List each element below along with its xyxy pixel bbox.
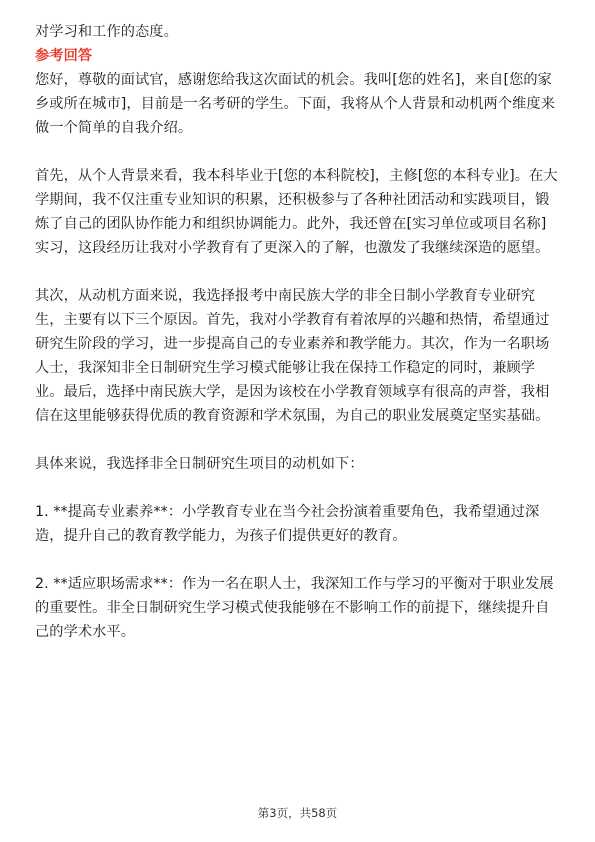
text-line: 2. **适应职场需求**：作为一名在职人士，我深知工作与学习的平衡对于职业发展	[35, 576, 554, 592]
paragraph-gap	[35, 548, 560, 572]
text-line: 乡或所在城市]，目前是一名考研的学生。下面，我将从个人背景和动机两个维度来	[35, 96, 555, 112]
paragraph	[35, 500, 560, 548]
paragraph-gap	[35, 428, 560, 452]
text-line: 首先，从个人背景来看，我本科毕业于[您的本科院校]，主修[您的本科专业]。在大	[35, 168, 558, 184]
text-line: 您好，尊敬的面试官，感谢您给我这次面试的机会。我叫[您的姓名]，来自[您的家	[35, 72, 552, 88]
intro-line: 对学习和工作的态度。	[35, 24, 178, 40]
paragraph	[35, 68, 560, 140]
text-line: 研究生阶段的学习，进一步提高自己的专业素养和教学能力。其次，作为一名职场	[35, 336, 550, 352]
answer-body	[35, 68, 560, 644]
text-line: 造，提升自己的教育教学能力，为孩子们提供更好的教育。	[35, 528, 407, 544]
text-line: 具体来说，我选择非全日制研究生项目的动机如下：	[35, 456, 364, 472]
text-line: 其次，从动机方面来说，我选择报考中南民族大学的非全日制小学教育专业研究	[35, 288, 536, 304]
paragraph	[35, 284, 560, 428]
text-line: 学期间，我不仅注重专业知识的积累，还积极参与了各种社团活动和实践项目，锻	[35, 192, 550, 208]
text-line: 生，主要有以下三个原因。首先，我对小学教育有着浓厚的兴趣和热情，希望通过	[35, 312, 550, 328]
text-line: 炼了自己的团队协作能力和组织协调能力。此外，我还曾在[实习单位或项目名称]	[35, 216, 547, 232]
text-line: 1. **提高专业素养**：小学教育专业在当今社会扮演着重要角色，我希望通过深	[35, 504, 540, 520]
paragraph-gap	[35, 476, 560, 500]
text-line: 己的学术水平。	[35, 624, 136, 640]
paragraph	[35, 452, 560, 476]
paragraph	[35, 572, 560, 644]
paragraph-gap	[35, 260, 560, 284]
text-line: 业。最后，选择中南民族大学，是因为该校在小学教育领域享有很高的声誉，我相	[35, 384, 550, 400]
text-line: 信在这里能够获得优质的教育资源和学术氛围，为自己的职业发展奠定坚实基础。	[35, 408, 550, 424]
paragraph-gap	[35, 140, 560, 164]
text-line: 人士，我深知非全日制研究生学习模式能够让我在保持工作稳定的同时，兼顾学	[35, 360, 536, 376]
page-footer: 第3页，共58页	[257, 806, 338, 820]
text-line: 实习，这段经历让我对小学教育有了更深入的了解，也激发了我继续深造的愿望。	[35, 240, 550, 256]
page-content	[35, 20, 560, 644]
text-line: 做一个简单的自我介绍。	[35, 120, 193, 136]
answer-heading: 参考回答	[35, 48, 93, 64]
paragraph	[35, 164, 560, 260]
text-line: 的重要性。非全日制研究生学习模式使我能够在不影响工作的前提下，继续提升自	[35, 600, 550, 616]
